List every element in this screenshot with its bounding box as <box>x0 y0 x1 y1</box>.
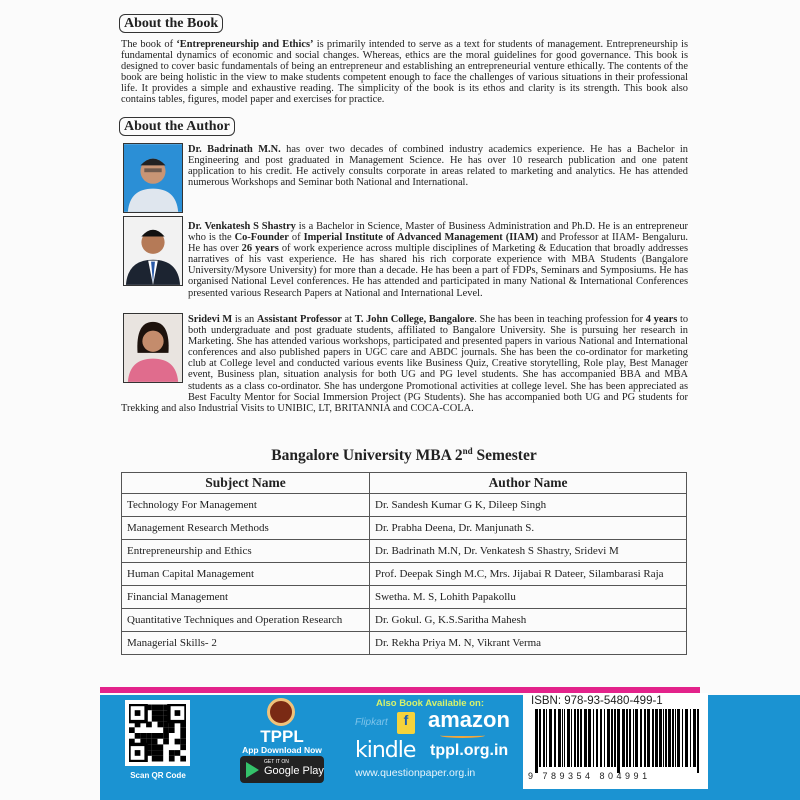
table-title: Bangalore University MBA 2nd Semester <box>271 446 537 465</box>
author-cell: Dr. Rekha Priya M. N, Vikrant Verma <box>370 632 687 655</box>
google-play-button[interactable]: GET IT ON Google Play <box>240 756 324 783</box>
qr-label: Scan QR Code <box>130 771 186 780</box>
questionpaper-site[interactable]: www.questionpaper.org.in <box>355 767 476 779</box>
author-cell: Prof. Deepak Singh M.C, Mrs. Jijabai R Dateer, Silambarasi Raja <box>370 563 687 586</box>
author-photo-shastry <box>123 216 183 286</box>
table-row <box>122 586 687 609</box>
subjects-table <box>121 472 687 655</box>
table-row <box>122 494 687 517</box>
isbn-text: ISBN: 978-93-5480-499-1 <box>531 695 663 707</box>
tppl-site[interactable]: tppl.org.in <box>430 742 509 759</box>
app-download-text: App Download Now <box>242 745 322 755</box>
author-cell: Swetha. M. S, Lohith Papakollu <box>370 586 687 609</box>
barcode-digits: 9 789354 804991 <box>528 771 651 781</box>
available-on-text: Also Book Available on: <box>375 698 485 709</box>
author-cell: Dr. Sandesh Kumar G K, Dileep Singh <box>370 494 687 517</box>
table-row <box>122 563 687 586</box>
kindle-logo[interactable]: kindle <box>355 738 416 763</box>
amazon-logo[interactable]: amazon <box>428 707 510 732</box>
subject-cell: Managerial Skills- 2 <box>122 632 370 655</box>
author-cell: Dr. Gokul. G, K.S.Saritha Mahesh <box>370 609 687 632</box>
author-cell: Dr. Badrinath M.N, Dr. Venkatesh S Shastry, Sridevi M <box>370 540 687 563</box>
brand-name: TPPL <box>260 727 304 746</box>
flipkart-logo[interactable]: Flipkart <box>355 717 388 728</box>
subject-cell: Entrepreneurship and Ethics <box>122 540 370 563</box>
play-icon <box>246 762 259 778</box>
author-photo-badrinath <box>123 143 183 213</box>
tppl-logo <box>267 698 295 726</box>
header-subject: Subject Name <box>122 473 370 494</box>
about-book-text: The book of ‘Entrepreneurship and Ethics’ is primarily intended to serve as a text for students of management. Entrepreneurship is fundamental dynamics of economic and social changes. Whereas, ethics are the moral guidelines for good governance. This book is designed to cover basic fundamentals of being an entrepreneur and establishing an entrepreneurial venture ethically. The contents of the book are being holistic in the view to make students competent enough to face the challenges of various situations in their professional life. It provides a simple and exhaustive reading. The simplicity of the book is its ethos and clarity is its strength. This book also contains tables, figures, model paper and exercises for practice. <box>121 39 689 106</box>
subject-cell: Management Research Methods <box>122 517 370 540</box>
subject-cell: Quantitative Techniques and Operation Research <box>122 609 370 632</box>
qr-code[interactable] <box>125 700 190 766</box>
subject-cell: Technology For Management <box>122 494 370 517</box>
author-bio-shastry: Dr. Venkatesh S Shastry is a Bachelor in Science, Master of Business Administration and Ph.D. He is an entrepreneur who is the Co-Founder of Imperial Institute of Advanced Management (IIAM) and Professor at IIAM- Bengaluru. He has over 26 years of work experience across multiple disciplines of Marketing & Education that broadly addresses narratives of his vast experience. He has shared his rich corporate experience with MBA Students (Bangalore University/Mysore University) for more than a decade. He has been a part of FDPs, Seminars and Symposiums. He has organised National Level conferences. He has attended and participated in many National & International Conferences presented various Research Papers at National and International Level. <box>188 221 688 299</box>
amazon-smile-icon <box>440 733 485 738</box>
about-book-heading: About the Book <box>119 14 223 33</box>
header-author: Author Name <box>370 473 687 494</box>
author-bio-sridevi: Sridevi M is an Assistant Professor at T. John College, Bangalore. She has been in teaching profession for 4 years to both undergraduate and post graduate students, affiliated to Bangalore University. She is pursuing her research in Marketing. She has attended various workshops, participated and presented papers in various National and International conferences and also published papers in UGC care and ABDC journals. She has been the co-ordinator for marketing club at College level and conducted various events like Business Quiz, Creative storytelling, Role play, Best Manager event, Business plan, situation analysis for both UG and PG level students. She has accompanied BBA and MBA students as a class co-ordinator. She has undergone Promotional activities at college level. She has been appreciated as Best Faculty Mentor for Social Immersion Project (PG Students). She has accompanied both UG and PG students for Trekking and also Industrial Visits to UNIBIC, LT, BRITANNIA and COCA-COLA. <box>121 314 689 414</box>
about-author-heading: About the Author <box>119 117 235 136</box>
table-row <box>122 632 687 655</box>
barcode <box>535 709 703 773</box>
table-row <box>122 517 687 540</box>
table-row <box>122 540 687 563</box>
flipkart-icon: f <box>397 712 415 734</box>
subject-cell: Human Capital Management <box>122 563 370 586</box>
author-bio-badrinath: Dr. Badrinath M.N. has over two decades of combined industry academics experience. He has a Bachelor in Engineering and post graduated in Management Science. He has over 10 research publication and one patent application to his credit. He actively consults corporate in areas related to marketing and analytics. He has attended numerous Workshops and Seminar both National and International. <box>188 144 689 189</box>
table-row <box>122 609 687 632</box>
subject-cell: Financial Management <box>122 586 370 609</box>
isbn-box <box>523 693 708 789</box>
author-cell: Dr. Prabha Deena, Dr. Manjunath S. <box>370 517 687 540</box>
